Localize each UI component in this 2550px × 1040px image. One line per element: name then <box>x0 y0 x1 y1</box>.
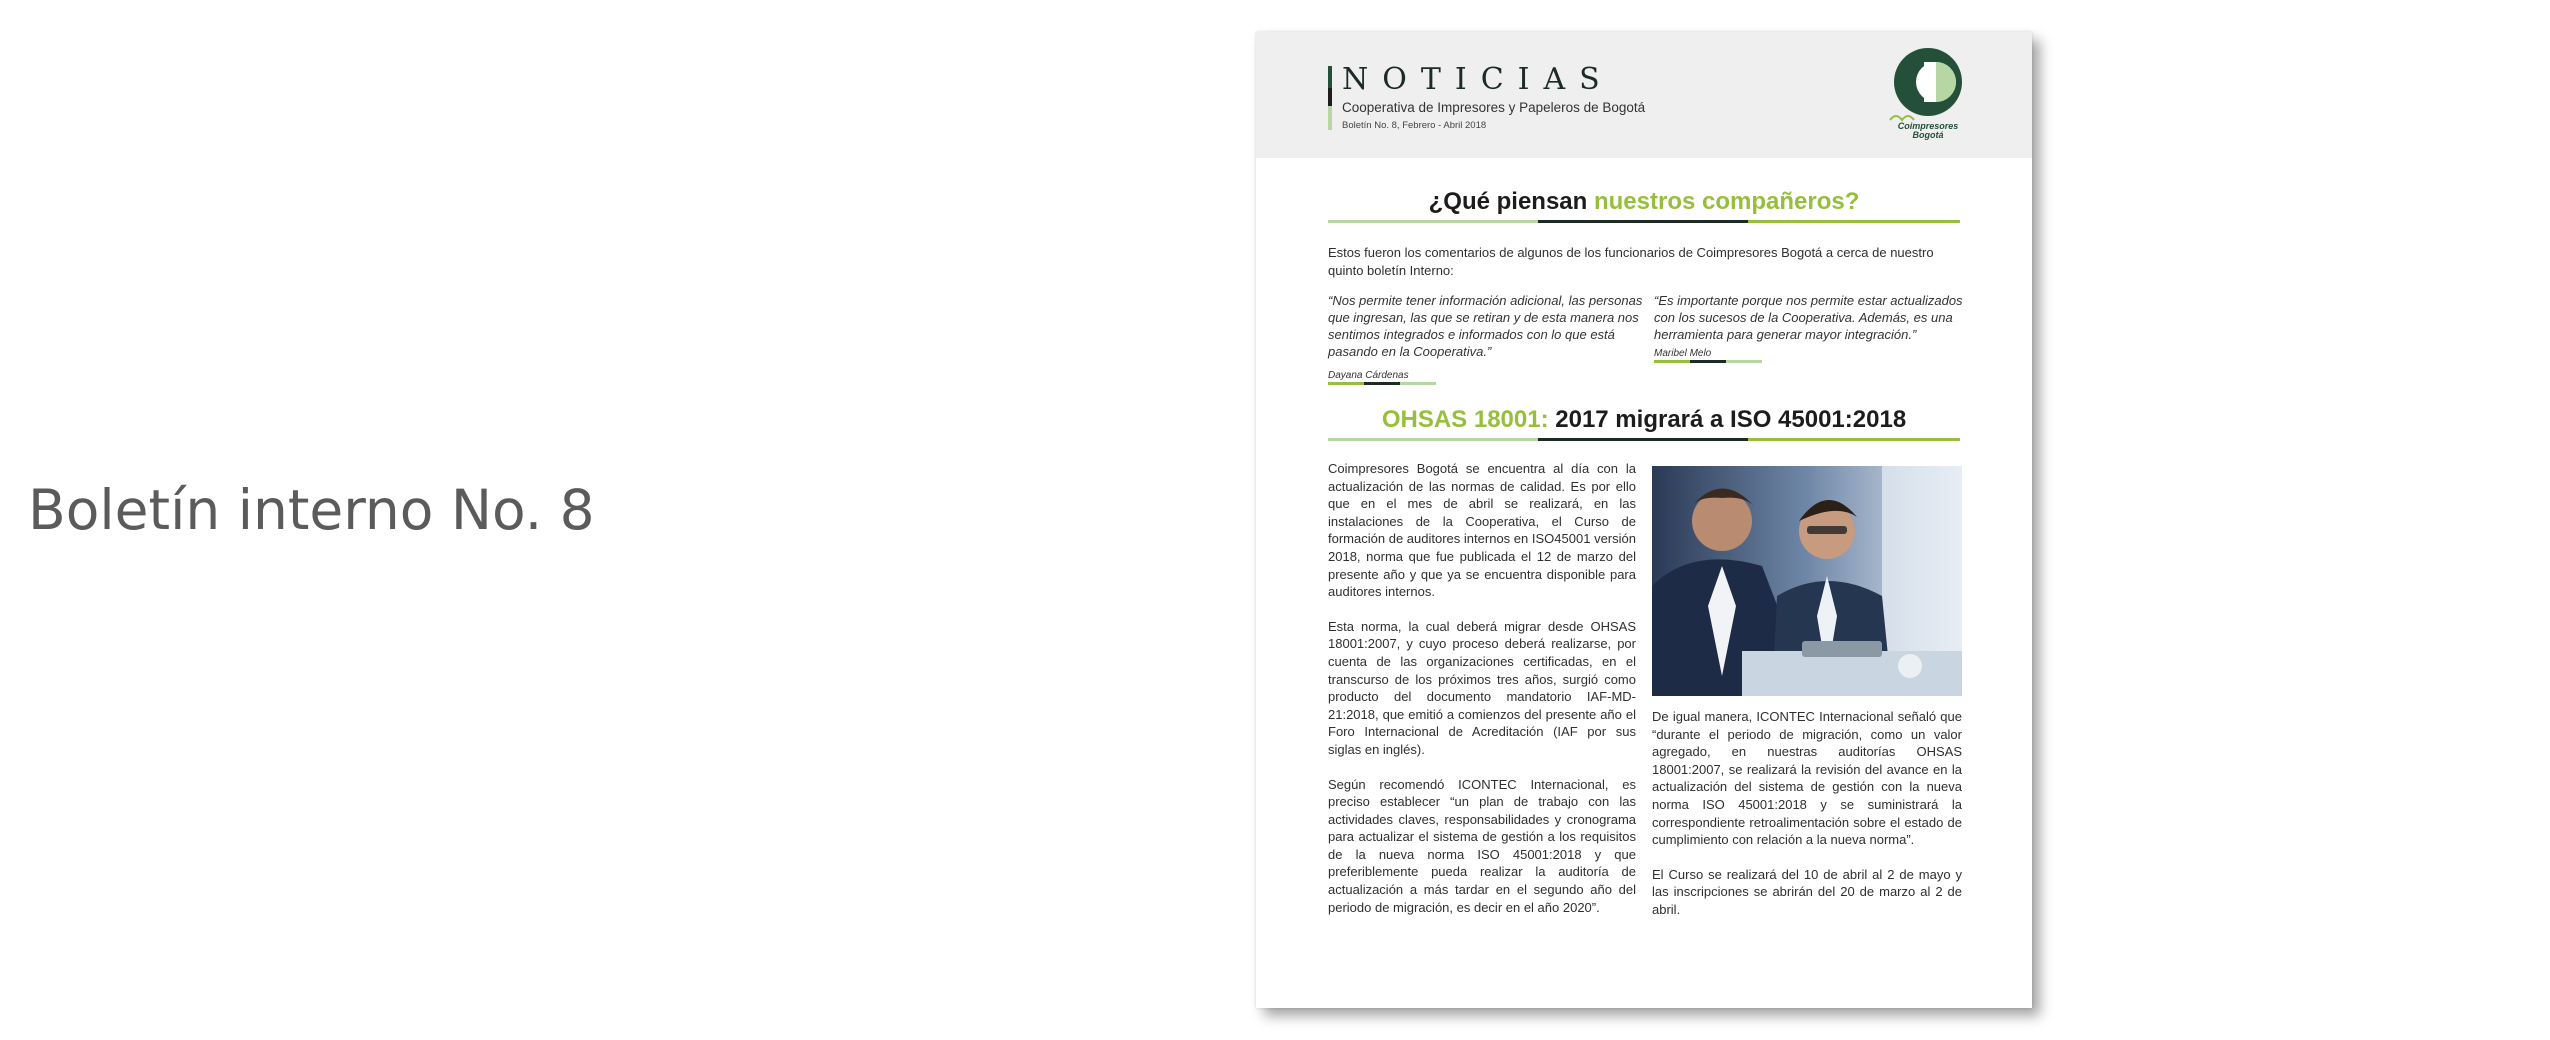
section-rule <box>1328 438 1960 441</box>
ohsas-right-column <box>1652 708 1962 919</box>
quote-text: “Es importante porque nos permite estar actualizados con los sucesos de la Cooperativa. Además, es una herramienta para generar mayor integración.” <box>1654 293 1963 342</box>
quote-text: “Nos permite tener información adicional, las personas que ingresan, las que se retiran y de esta manera nos sentimos integrados e informados con lo que está pasando en la Cooperativa.” <box>1328 293 1643 359</box>
newsletter-page <box>1256 32 2032 1008</box>
paragraph: De igual manera, ICONTEC Internacional señaló que “durante el periodo de migración, como un valor agregado, en nuestras auditorías OHSAS 18001:2007, se realizará la revisión del avance en la actualización del sistema de gestión con la nueva norma ISO 45001:2018 y se suministrará la correspondiente retroalimentación sobre el estado de cumplimiento con relación a la nueva norma”. <box>1652 709 1962 848</box>
coimpresores-logo <box>1880 46 1976 158</box>
quote-author: Dayana Cárdenas <box>1328 370 1409 381</box>
author-rule <box>1328 382 1436 385</box>
newsletter-title: NOTICIAS <box>1342 62 1614 97</box>
newsletter-header <box>1256 32 2032 158</box>
section-rule <box>1328 220 1960 223</box>
paragraph: Coimpresores Bogotá se encuentra al día con la actualización de las normas de calidad. Es por ello que en el mes de abril se realizará, en las instalaciones de la Cooperativa, el Curso de formación de auditores internos en ISO45001 versión 2018, norma que fue publicada el 12 de marzo del presente año y que ya se encuentra disponible para auditores internos. <box>1328 461 1636 600</box>
paragraph: Según recomendó ICONTEC Internacional, es preciso establecer “un plan de trabajo con las actividades claves, responsabilidades y cronograma para actualizar el sistema de gestión a los requisitos de la nueva norma ISO 45001:2018 y que preferiblemente pueda realizar la auditoría de actualización a más tardar en el segundo año del periodo de migración, es decir en el año 2020”. <box>1328 776 1636 915</box>
logo-mark-icon <box>1880 46 1976 126</box>
ohsas-left-column <box>1328 460 1636 916</box>
author-rule <box>1654 360 1762 363</box>
paragraph: Esta norma, la cual deberá migrar desde OHSAS 18001:2007, y cuyo proceso deberá realizarse, por cuenta de las organizaciones certificadas, en el transcurso de los próximos tres años, surgió como producto del documento mandatorio IAF-MD-21:2018, que emitió a comienzos del presente año el Foro Internacional de Acreditación (IAF por sus siglas en inglés). <box>1328 618 1636 757</box>
side-title: Boletín interno No. 8 <box>28 478 595 542</box>
section-title-opinions: ¿Qué piensan nuestros compañeros? <box>1428 188 1860 215</box>
newsletter-subtitle: Cooperativa de Impresores y Papeleros de Bogotá <box>1342 100 1646 115</box>
section-title-ohsas: OHSAS 18001: 2017 migrará a ISO 45001:2018 <box>1381 406 1907 433</box>
quote-author: Maribel Melo <box>1654 348 1712 359</box>
issue-label: Boletín No. 8, Febrero - Abril 2018 <box>1342 120 1487 131</box>
header-accent-bars <box>1328 66 1336 128</box>
paragraph: El Curso se realizará del 10 de abril al 2 de mayo y las inscripciones se abrirán del 20 de marzo al 2 de abril. <box>1652 866 1962 917</box>
logo-caption: Coimpresores Bogotá <box>1897 121 1959 140</box>
businessmen-photo <box>1652 466 1962 696</box>
opinions-intro: Estos fueron los comentarios de algunos de los funcionarios de Coimpresores Bogotá a cerca de nuestro quinto boletín Interno: <box>1328 245 1934 278</box>
